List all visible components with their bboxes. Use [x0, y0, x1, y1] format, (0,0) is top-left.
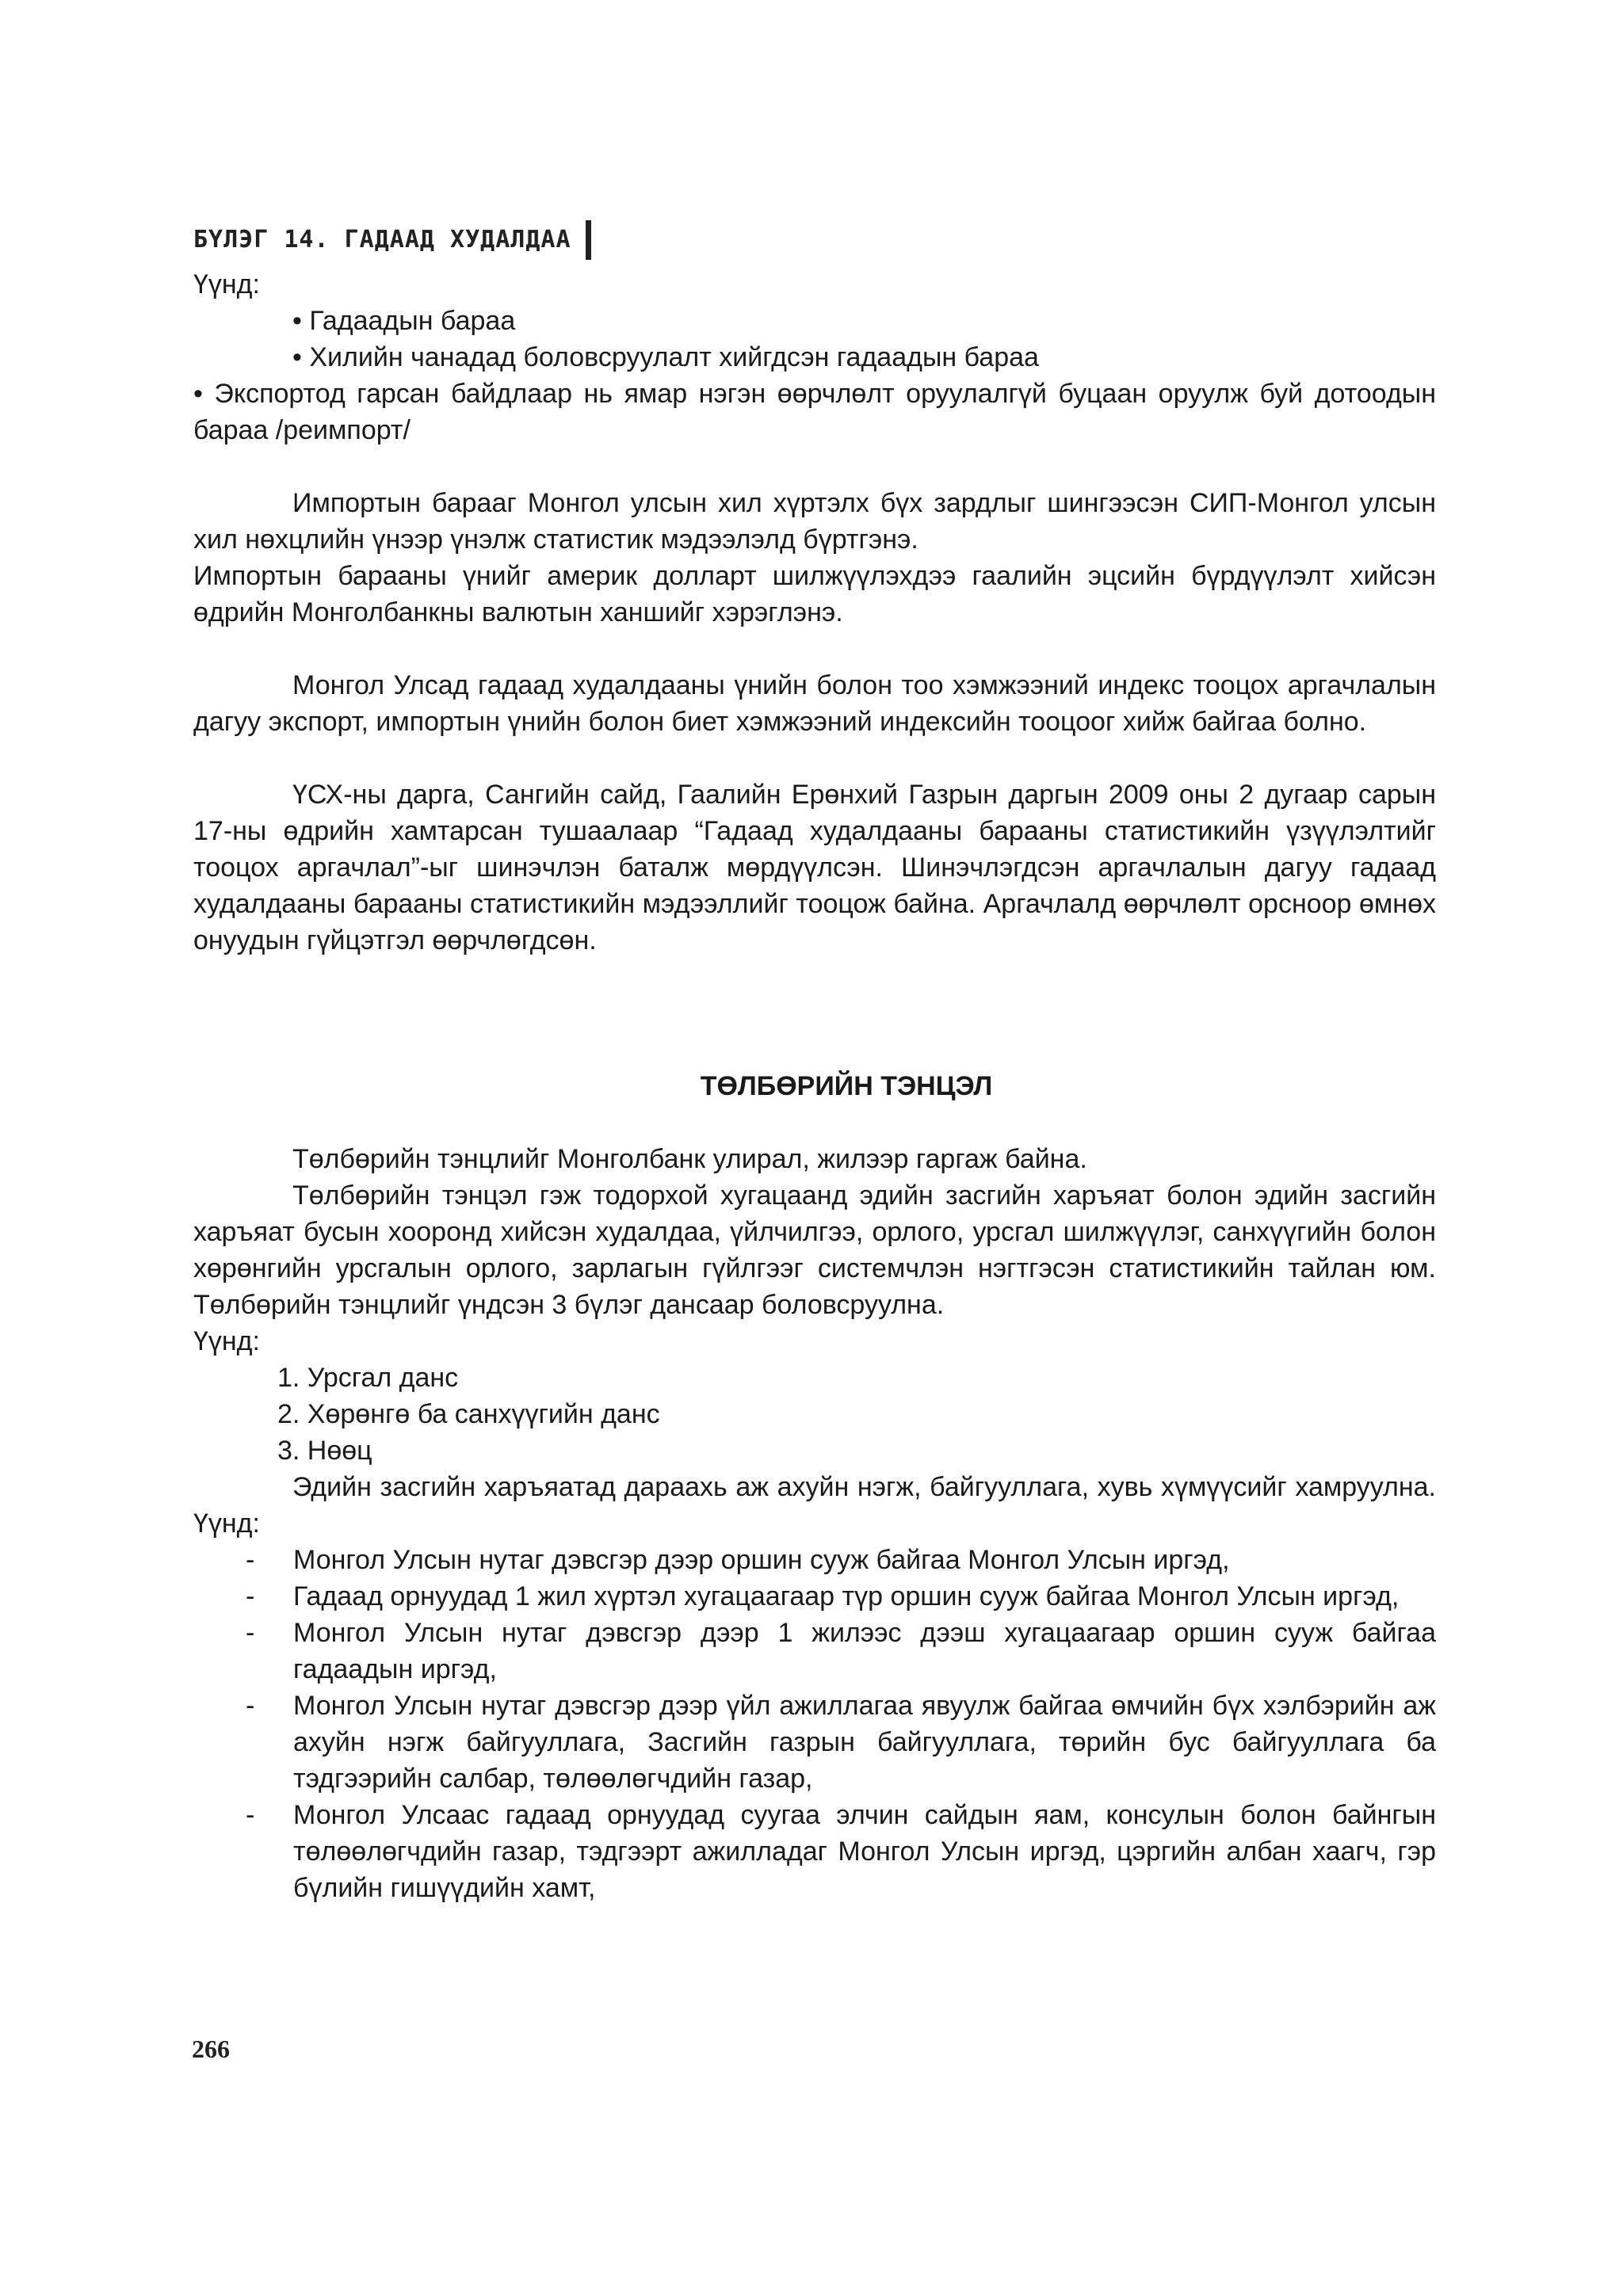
- dash-mark: -: [246, 1581, 255, 1611]
- list-item: [193, 1542, 1436, 1578]
- dash-mark: -: [246, 1800, 255, 1830]
- chapter-header: [193, 214, 1436, 266]
- residents-paragraph: Эдийн засгийн харъяатад дараахь аж ахуйн нэгж, байгууллага, хувь хүмүүсийг хамруулна. Үүнд:: [193, 1472, 1436, 1539]
- spacer: [193, 1032, 1436, 1068]
- accounts-list: [193, 1360, 1436, 1469]
- section-title: ТӨЛБӨРИЙН ТЭНЦЭЛ: [700, 1071, 993, 1101]
- index-paragraph: Монгол Улсад гадаад худалдааны үнийн болон тоо хэмжээний индекс тооцох аргачлалын дагуу экспорт, импортын үнийн болон биет хэмжээний индексийн тооцоог хийж байгаа болно.: [193, 670, 1436, 737]
- list-item: [193, 1578, 1436, 1615]
- chapter-bar: [586, 220, 591, 260]
- page-number: 266: [192, 2035, 230, 2063]
- intro-bullet-3: • Экспортод гарсан байдлаар нь ямар нэгэн өөрчлөлт оруулалгүй буцаан оруулж буй дотоодын бараа /реимпорт/: [193, 379, 1436, 445]
- intro-bullet-2: • Хилийн чанадад боловсруулалт хийгдсэн гадаадын бараа: [292, 342, 1039, 372]
- spacer: [193, 1104, 1436, 1141]
- import-paragraph-2: Импортын барааны үнийг америк долларт шилжүүлэхдээ гаалийн эцсийн бүрдүүлэлт хийсэн өдрийн Монголбанкны валютын ханшийг хэрэглэнэ.: [193, 561, 1436, 627]
- spacer: [193, 631, 1436, 667]
- spacer: [193, 995, 1436, 1032]
- page-content: [193, 214, 1436, 1906]
- list-item-text: Монгол Улсын нутаг дэвсгэр дээр үйл ажиллагаа явуулж байгаа өмчийн бүх хэлбэрийн аж ахуйн нэгж байгууллага, Засгийн газрын байгууллага, төрийн бус байгууллага ба тэдгээрийн салбар, төлөөлөгчдийн газар,: [293, 1691, 1436, 1794]
- list-item-text: Монгол Улсаас гадаад орнуудад суугаа элчин сайдын яам, консулын болон байнгын төлөөлөгчдийн газар, тэдгээрт ажилладаг Монгол Улсын иргэд, цэргийн албан хаагч, гэр бүлийн гишүүдийн хамт,: [293, 1800, 1436, 1903]
- list-item: 1. Урсгал данс: [277, 1363, 459, 1393]
- list-item-text: Монгол Улсын нутаг дэвсгэр дээр оршин сууж байгаа Монгол Улсын иргэд,: [293, 1545, 1230, 1575]
- chapter-title: БҮЛЭГ 14. ГАДААД ХУДАЛДАА: [193, 226, 571, 254]
- spacer: [193, 959, 1436, 995]
- bop-paragraph-2: Төлбөрийн тэнцэл гэж тодорхой хугацаанд эдийн засгийн харъяат болон эдийн засгийн харъяат бусын хооронд хийсэн худалдаа, үйлчилгээ, орлого, урсгал шилжүүлэг, санхүүгийн болон хөрөнгийн урсгалын орлого, зарлагын гүйлгээг системчлэн нэгтгэсэн статистикийн тайлан юм. Төлбөрийн тэнцлийг үндсэн 3 бүлэг дансаар боловсруулна.: [193, 1180, 1436, 1320]
- list-item: 3. Нөөц: [277, 1436, 372, 1466]
- import-paragraph-1: Импортын барааг Монгол улсын хил хүртэлх бүх зардлыг шингээсэн СИП-Монгол улсын хил нөхцлийн үнээр үнэлж статистик мэдээлэлд бүртгэнэ.: [193, 488, 1436, 555]
- spacer: [193, 448, 1436, 485]
- intro-bullet-1: • Гадаадын бараа: [292, 306, 516, 336]
- bop-paragraph-1: Төлбөрийн тэнцлийг Монголбанк улирал, жилээр гаргаж байна.: [292, 1144, 1087, 1174]
- bop-label: Үүнд:: [193, 1326, 260, 1356]
- list-item-text: Монгол Улсын нутаг дэвсгэр дээр 1 жилээс дээш хугацаагаар оршин сууж байгаа гадаадын иргэд,: [293, 1618, 1436, 1684]
- dash-mark: -: [246, 1545, 255, 1575]
- spacer: [193, 740, 1436, 776]
- residents-list: [193, 1542, 1436, 1906]
- list-item: [193, 1797, 1436, 1906]
- dash-mark: -: [246, 1618, 255, 1648]
- list-item: [193, 1615, 1436, 1688]
- list-item-text: Гадаад орнуудад 1 жил хүртэл хугацаагаар түр оршин сууж байгаа Монгол Улсын иргэд,: [293, 1581, 1400, 1611]
- intro-label: Үүнд:: [193, 269, 260, 299]
- method-paragraph: ҮСХ-ны дарга, Сангийн сайд, Гаалийн Ерөнхий Газрын даргын 2009 оны 2 дугаар сарын 17-ны өдрийн хамтарсан тушаалаар “Гадаад худалдааны барааны статистикийн үзүүлэлтийг тооцох аргачлал”-ыг шинэчлэн баталж мөрдүүлсэн. Шинэчлэгдсэн аргачлалын дагуу гадаад худалдааны барааны статистикийн мэдээллийг тооцож байна. Аргачлалд өөрчлөлт орсноор өмнөх онуудын гүйцэтгэл өөрчлөгдсөн.: [193, 780, 1436, 955]
- list-item: [193, 1688, 1436, 1797]
- dash-mark: -: [246, 1691, 255, 1721]
- list-item: 2. Хөрөнгө ба санхүүгийн данс: [277, 1399, 660, 1429]
